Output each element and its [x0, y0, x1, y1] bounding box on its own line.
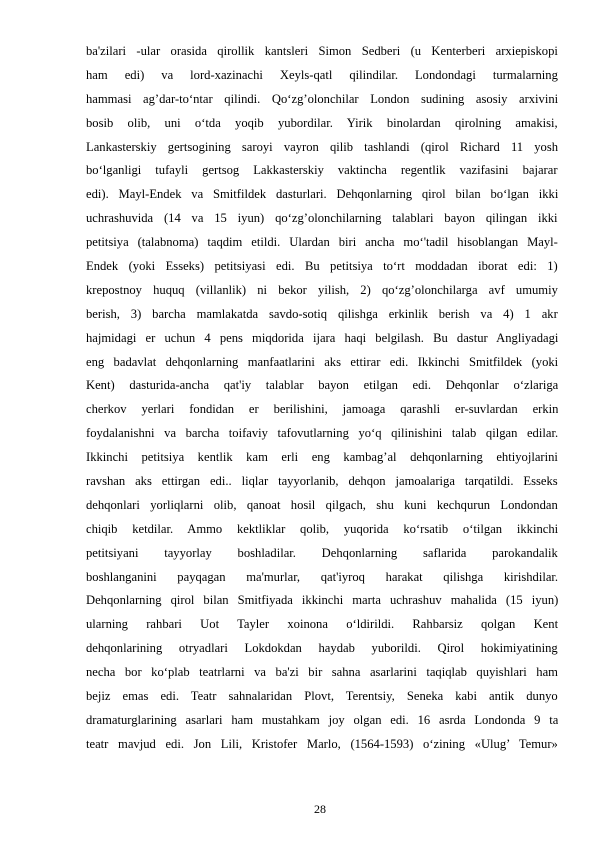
text-line: ravshan aks ettirgan edi.. liqlar tayyorlanib, dehqon jamoalariga tarqatildi. Esseks [86, 474, 558, 489]
text-line: krepostnoy huquq (villanlik) ni bekor yilish, 2) qo‘zg’olonchilarga avf umumiy [86, 282, 558, 297]
text-line: teatr mavjud edi. Jon Lili, Kristofer Marlo, (1564-1593) o‘zining «Ulug’ Temur» [86, 736, 558, 751]
text-line: Dehqonlarning qirol bilan Smitfiyada ikkinchi marta uchrashuv mahalida (15 iyun) [86, 593, 558, 608]
page-number: 28 [314, 802, 326, 816]
text-line: dehqonlarining otryadlari Lokdokdan haydab yuborildi. Qirol hokimiyatining [86, 641, 558, 656]
text-line: dehqonlari yorliqlarni olib, qanoat hosil qilgach, shu kuni kechqurun Londondan [86, 497, 558, 512]
text-line: ularning rahbari Uot Tayler xoinona o‘ldirildi. Rahbarsiz qolgan Kent [86, 617, 558, 632]
text-line: cherkov yerlari fondidan er berilishini, jamoaga qarashli er-suvlardan erkin [86, 402, 558, 417]
text-line: petitsiya (talabnoma) taqdim etildi. Ulardan biri ancha mo‘'tadil hisoblangan Mayl- [86, 235, 558, 250]
text-line: uchrashuvida (14 va 15 iyun) qo‘zg’olonchilarning talablari bayon qilingan ikki [86, 211, 558, 226]
text-line: ham edi) va lord-xazinachi Xeyls-qatl qilindilar. Londondagi turmalarning [86, 67, 558, 82]
text-line: necha bor ko‘plab teatrlarni va ba'zi bir sahna asarlarini taqiqlab quyishlari ham [86, 665, 558, 680]
text-line: bejiz emas edi. Teatr sahnalaridan Plovt, Terentsiy, Seneka kabi antik dunyo [86, 689, 558, 704]
text-line: bosib olib, uni o‘tda yoqib yubordilar. Yirik binolardan qirolning amakisi, [86, 115, 558, 130]
text-line: ba'zilari -ular orasida qirollik kantsleri Simon Sedberi (u Kenterberi arxiepiskopi [86, 44, 558, 58]
text-line: bo‘lganligi tufayli gertsog Lakkasterskiy vaktincha regentlik vazifasini bajarar [86, 163, 558, 178]
text-line: Lankasterskiy gertsogining saroyi vayron qilib tashlandi (qirol Richard 11 yosh [86, 139, 558, 154]
text-line: foydalanishni va barcha toifaviy tafovutlarning yo‘q qilinishini talab qilgan edilar. [86, 426, 558, 441]
text-line: dramaturglarining asarlari ham mustahkam joy olgan edi. 16 asrda Londonda 9 ta [86, 712, 558, 727]
text-line: Ikkinchi petitsiya kentlik kam erli eng kambag’al dehqonlarning ehtiyojlarini [86, 450, 558, 465]
text-line: boshlanganini payqagan ma'murlar, qat'iyroq harakat qilishga kirishdilar. [86, 569, 558, 584]
text-line: berish, 3) barcha mamlakatda savdo-sotiq qilishga erkinlik berish va 4) 1 akr [86, 306, 558, 321]
text-line: eng badavlat dehqonlarning manfaatlarini aks ettirar edi. Ikkinchi Smitfildek (yoki [86, 354, 558, 369]
text-line: edi). Mayl-Endek va Smitfildek dasturlari. Dehqonlarning qirol bilan bo‘lgan ikki [86, 187, 558, 202]
text-line: Endek (yoki Esseks) petitsiyasi edi. Bu petitsiya to‘rt moddadan iborat edi: 1) [86, 259, 558, 274]
body-text [86, 40, 558, 757]
text-line: petitsiyani tayyorlay boshladilar. Dehqonlarning saflarida parokandalik [86, 545, 558, 560]
text-line: Kent) dasturida-ancha qat'iy talablar bayon etilgan edi. Dehqonlar o‘zlariga [86, 378, 558, 393]
text-line: hajmidagi er uchun 4 pens miqdorida ijara haqi belgilash. Bu dastur Angliyadagi [86, 330, 558, 345]
text-line: hammasi ag’dar-to‘ntar qilindi. Qo‘zg’olonchilar London sudining asosiy arxivini [86, 91, 558, 106]
text-line: chiqib ketdilar. Ammo kektliklar qolib, yuqorida ko‘rsatib o‘tilgan ikkinchi [86, 521, 558, 536]
